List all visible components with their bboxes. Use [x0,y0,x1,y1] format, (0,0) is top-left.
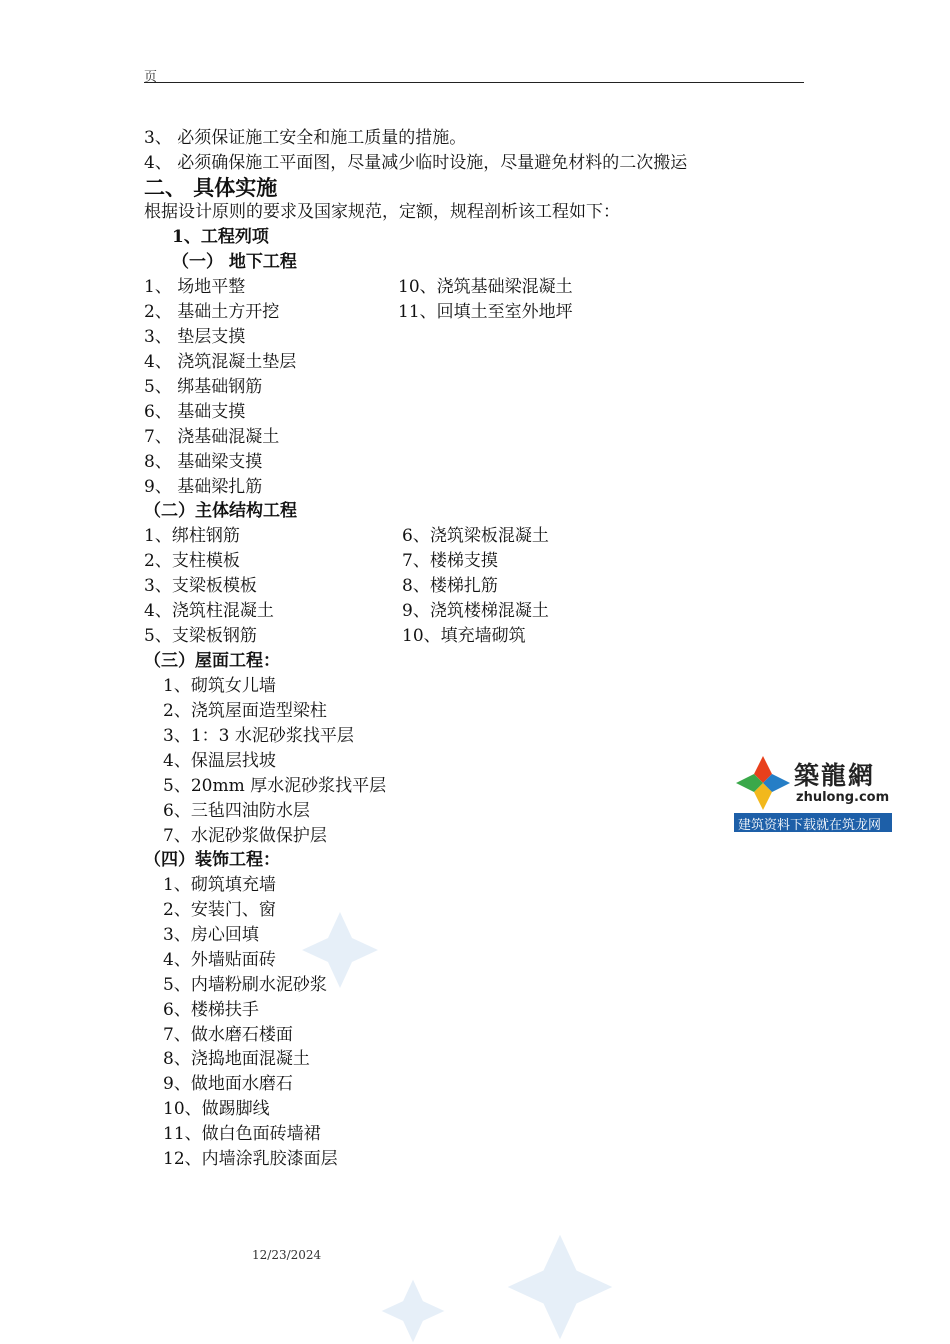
list-item: 7、 浇基础混凝土 [144,427,280,447]
list-item: 2、支柱模板 [144,551,240,571]
list-item: 10、做踢脚线 [163,1099,270,1119]
list-item: 6、 基础支摸 [144,402,246,422]
list-item: 5、内墙粉刷水泥砂浆 [163,975,327,995]
list-item: 7、做水磨石楼面 [163,1025,293,1045]
snowflake-watermark-icon [378,1278,448,1344]
list-item: 9、做地面水磨石 [163,1074,293,1094]
list-item: 4、保温层找坡 [163,751,276,771]
list-item: 10、浇筑基础梁混凝土 [398,277,573,297]
section-intro: 根据设计原则的要求及国家规范，定额，规程剖析该工程如下： [144,202,620,222]
list-item: 7、楼梯支摸 [402,551,498,571]
list-item: 6、楼梯扶手 [163,1000,259,1020]
group-title-structure: （二）主体结构工程 [144,501,297,521]
intro-item: 3、 必须保证施工安全和施工质量的措施。 [144,128,467,148]
logo-name-cn: 築龍網 [794,761,876,790]
list-item: 11、回填土至室外地坪 [398,302,573,322]
list-item: 2、 基础土方开挖 [144,302,280,322]
group-title-roof: （三）屋面工程： [144,651,280,671]
logo-pinwheel-icon [734,754,792,812]
list-item: 8、楼梯扎筋 [402,576,498,596]
list-item: 4、 浇筑混凝土垫层 [144,352,297,372]
list-item: 4、浇筑柱混凝土 [144,601,274,621]
logo-name-en: zhulong.com [796,790,890,805]
snowflake-watermark-icon [505,1232,615,1342]
list-item: 3、房心回填 [163,925,259,945]
list-item: 8、 基础梁支摸 [144,452,263,472]
list-item: 3、支梁板模板 [144,576,257,596]
list-item: 8、浇捣地面混凝土 [163,1049,310,1069]
list-item: 5、支梁板钢筋 [144,626,257,646]
list-item: 12、内墙涂乳胶漆面层 [163,1149,338,1169]
list-item: 1、砌筑女儿墙 [163,676,276,696]
list-item: 3、1：3 水泥砂浆找平层 [163,726,354,746]
list-item: 3、 垫层支摸 [144,327,246,347]
logo-slogan: 建筑资料下载就在筑龙网 [738,818,882,833]
list-item: 7、水泥砂浆做保护层 [163,826,327,846]
list-item: 1、绑柱钢筋 [144,526,240,546]
list-item: 5、20mm 厚水泥砂浆找平层 [163,776,387,796]
list-item: 6、浇筑梁板混凝土 [402,526,549,546]
list-item: 4、外墙贴面砖 [163,950,276,970]
list-item: 6、三毡四油防水层 [163,801,310,821]
list-item: 2、安装门、窗 [163,900,276,920]
list-item: 1、砌筑填充墙 [163,875,276,895]
list-item: 10、填充墙砌筑 [402,626,526,646]
group-title-underground: （一） 地下工程 [172,252,297,272]
group-title-decoration: （四）装饰工程： [144,850,280,870]
page-header: 页 [144,70,158,85]
zhulong-logo [734,752,892,832]
list-item: 5、 绑基础钢筋 [144,377,263,397]
list-item: 9、 基础梁扎筋 [144,477,263,497]
list-item: 9、浇筑楼梯混凝土 [402,601,549,621]
header-rule [144,82,804,83]
list-item: 2、浇筑屋面造型梁柱 [163,701,327,721]
snowflake-watermark-icon [300,910,380,990]
subsection-title: 1、工程列项 [172,227,269,247]
intro-item: 4、 必须确保施工平面图，尽量减少临时设施，尽量避免材料的二次搬运 [144,153,688,173]
section-title: 二、 具体实施 [144,175,278,200]
list-item: 11、做白色面砖墙裙 [163,1124,321,1144]
list-item: 1、 场地平整 [144,277,246,297]
footer-date: 12/23/2024 [252,1248,322,1262]
